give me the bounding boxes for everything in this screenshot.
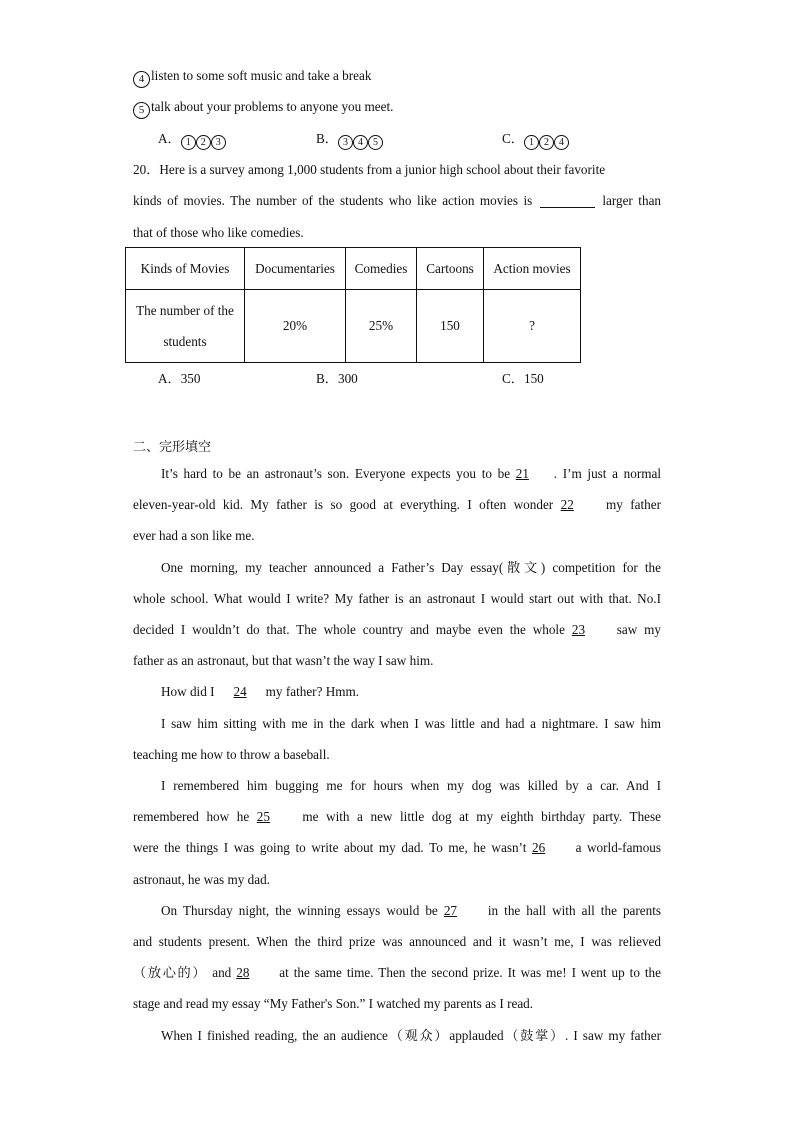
blank-26[interactable]: 26 [531, 840, 546, 855]
passage-line: （放心的） and 28 at the same time. Then the second prize. It was me! I went up to the [133, 965, 662, 980]
passage-line: One morning, my teacher announced a Father’s Day essay(散文) competition for the [161, 560, 661, 575]
table-cell: 20% [245, 290, 346, 363]
q20-option-c[interactable]: C．150 [502, 371, 544, 386]
q20-option-b[interactable]: B．300 [316, 371, 358, 386]
q20-stem-line-2: kinds of movies. The number of the students who like action movies is larger than [133, 193, 662, 208]
answer-blank[interactable] [540, 193, 595, 208]
table-row-label: The number of the students [126, 290, 245, 363]
passage-line: stage and read my essay “My Father's Son.” I watched my parents as I read. [133, 996, 534, 1011]
table-header-cell: Documentaries [245, 248, 346, 290]
passage-line: and students present. When the third prize was announced and it wasn’t me, I was relieved [133, 934, 661, 949]
table-cell: 150 [417, 290, 484, 363]
blank-24[interactable]: 24 [233, 684, 247, 699]
table-cell: ? [484, 290, 581, 363]
passage-line: father as an astronaut, but that wasn’t the way I saw him. [133, 653, 434, 668]
passage-line: I saw him sitting with me in the dark when I was little and had a nightmare. I saw him [161, 716, 661, 731]
q19-option-a[interactable]: A． 1 2 3 [158, 130, 226, 150]
blank-25[interactable]: 25 [256, 809, 270, 824]
circled-number: 4 [133, 71, 150, 88]
table-row [126, 290, 581, 363]
blank-23[interactable]: 23 [571, 622, 586, 637]
q20-option-a[interactable]: A．350 [158, 371, 201, 386]
q20-stem-line-1: 20．Here is a survey among 1,000 students from a junior high school about their favorite [133, 162, 606, 177]
passage-line: How did I 24 my father? Hmm. [161, 684, 360, 699]
blank-28[interactable]: 28 [236, 965, 250, 980]
passage-line: teaching me how to throw a baseball. [133, 747, 330, 762]
q19-item-5: 5 talk about your problems to anyone you meet. [133, 98, 393, 119]
blank-27[interactable]: 27 [443, 903, 458, 918]
table-header-cell: Comedies [346, 248, 417, 290]
table-header-cell: Action movies [484, 248, 581, 290]
passage-line: astronaut, he was my dad. [133, 872, 270, 887]
table-header-cell: Cartoons [417, 248, 484, 290]
blank-22[interactable]: 22 [560, 497, 574, 512]
table-header-row [126, 248, 581, 290]
q20-stem-line-3: that of those who like comedies. [133, 225, 304, 240]
passage-line: ever had a son like me. [133, 528, 255, 543]
passage-line: It’s hard to be an astronaut’s son. Everyone expects you to be 21 . I’m just a normal [161, 466, 661, 481]
passage-line: When I finished reading, the an audience（观众）applauded（鼓掌）. I saw my father [161, 1028, 661, 1043]
passage-line: On Thursday night, the winning essays would be 27 in the hall with all the parents [161, 903, 662, 918]
table-header-cell: Kinds of Movies [126, 248, 245, 290]
q19-item-4: 4 listen to some soft music and take a break [133, 67, 371, 88]
passage-line: decided I wouldn’t do that. The whole country and maybe even the whole 23 saw my [133, 622, 662, 637]
circled-number: 5 [133, 102, 150, 119]
passage-line: were the things I was going to write about my dad. To me, he wasn’t 26 a world-famous [133, 840, 662, 855]
passage-line: remembered how he 25 me with a new little dog at my eighth birthday party. These [133, 809, 662, 824]
blank-21[interactable]: 21 [515, 466, 529, 481]
survey-table [125, 247, 581, 363]
passage-line: eleven-year-old kid. My father is so good at everything. I often wonder 22 my father [133, 497, 662, 512]
section-title: 二、完形填空 [133, 440, 212, 455]
q19-option-c[interactable]: C． 1 2 4 [502, 130, 569, 150]
q19-option-b[interactable]: B． 3 4 5 [316, 130, 383, 150]
passage-line: I remembered him bugging me for hours when my dog was killed by a car. And I [161, 778, 661, 793]
passage-line: whole school. What would I write? My father is an astronaut I would start out with that. No.I [133, 591, 661, 606]
table-cell: 25% [346, 290, 417, 363]
